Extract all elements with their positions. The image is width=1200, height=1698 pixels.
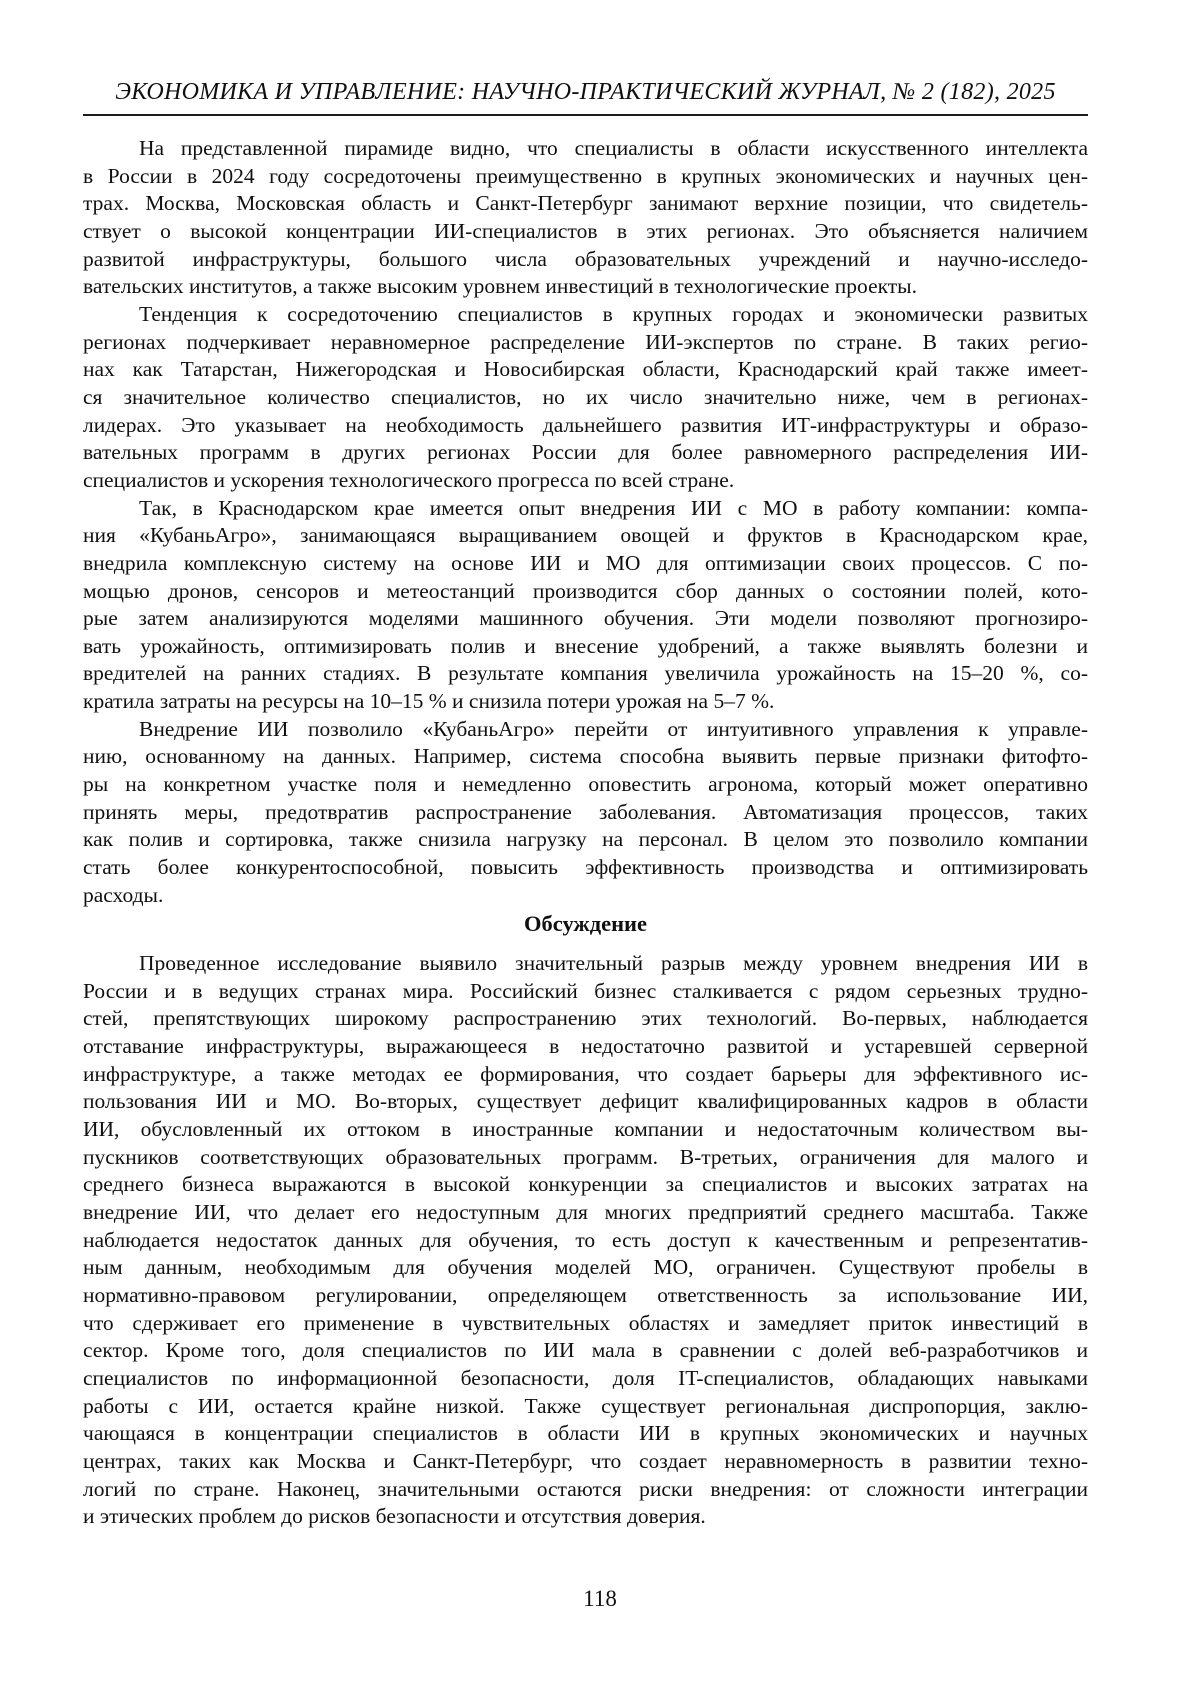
text-line: вательских институтов, а также высоким уровнем инвестиций в технологические проекты.	[83, 274, 917, 299]
text-line: регионах подчеркивает неравномерное распределение ИИ-экспертов по стране. В таких регио-	[83, 329, 1088, 354]
text-line: что сдерживает его применение в чувствительных областях и замедляет приток инвестиций в	[83, 1310, 1088, 1335]
document-body	[83, 135, 1088, 1531]
text-line: сектор. Кроме того, доля специалистов по ИИ мала в сравнении с долей веб-разработчиков и	[83, 1338, 1088, 1363]
text-line: Внедрение ИИ позволило «КубаньАгро» перейти от интуитивного управления к управле-	[139, 716, 1088, 741]
text-line: ры на конкретном участке поля и немедленно оповестить агронома, который может оперативно	[83, 772, 1088, 797]
text-line: ным данным, необходимым для обучения моделей МО, ограничен. Существуют пробелы в	[83, 1255, 1088, 1280]
text-line: работы с ИИ, остается крайне низкой. Также существует региональная диспропорция, заклю-	[83, 1393, 1088, 1418]
text-line: мощью дронов, сенсоров и метеостанций производится сбор данных о состоянии полей, кото-	[83, 578, 1088, 603]
text-line: наблюдается недостаток данных для обучения, то есть доступ к качественным и репрезентатив-	[83, 1227, 1088, 1252]
text-line: в России в 2024 году сосредоточены преимущественно в крупных экономических и научных цен-	[83, 163, 1088, 188]
text-line: среднего бизнеса выражаются в высокой конкуренции за специалистов и высоких затратах на	[83, 1172, 1088, 1197]
text-line: вательных программ в других регионах России для более равномерного распределения ИИ-	[83, 440, 1088, 465]
text-line: и этических проблем до рисков безопасности и отсутствия доверия.	[83, 1504, 706, 1529]
text-line: На представленной пирамиде видно, что специалисты в области искусственного интеллекта	[139, 136, 1088, 160]
text-line: кратила затраты на ресурсы на 10–15 % и снизила потери урожая на 5–7 %.	[83, 689, 775, 714]
text-line: нормативно-правовом регулировании, определяющем ответственность за использование ИИ,	[83, 1282, 1088, 1307]
text-line: специалистов и ускорения технологического прогресса по всей стране.	[83, 467, 735, 492]
text-line: ИИ, обусловленный их оттоком в иностранные компании и недостаточным количеством вы-	[83, 1116, 1088, 1141]
text-line: стей, препятствующих широкому распространению этих технологий. Во-первых, наблюдается	[83, 1006, 1088, 1031]
text-line: вредителей на ранних стадиях. В результате компания увеличила урожайность на 15–20 %, со-	[83, 661, 1088, 686]
text-line: инфраструктуре, а также методах ее формирования, что создает барьеры для эффективного ис-	[83, 1061, 1088, 1086]
text-line: логий по стране. Наконец, значительными остаются риски внедрения: от сложности интеграции	[83, 1476, 1088, 1501]
text-line: расходы.	[83, 882, 164, 907]
text-line: ся значительное количество специалистов, но их число значительно ниже, чем в регионах-	[83, 384, 1088, 409]
text-line: трах. Москва, Московская область и Санкт-Петербург занимают верхние позиции, что свидетель-	[83, 191, 1088, 216]
text-line: как полив и сортировка, также снизила нагрузку на персонал. В целом это позволило компании	[83, 827, 1088, 852]
text-line: вать урожайность, оптимизировать полив и внесение удобрений, а также выявлять болезни и	[83, 633, 1088, 658]
page-number: 118	[583, 1586, 617, 1611]
text-line: специалистов по информационной безопасности, доля IT-специалистов, обладающих навыками	[83, 1365, 1088, 1390]
text-line: Проведенное исследование выявило значительный разрыв между уровнем внедрения ИИ в	[139, 951, 1088, 976]
text-line: лидерах. Это указывает на необходимость дальнейшего развития ИТ-инфраструктуры и образо-	[83, 412, 1088, 437]
text-line: пускников соответствующих образовательных программ. В-третьих, ограничения для малого и	[83, 1144, 1088, 1169]
journal-header: ЭКОНОМИКА И УПРАВЛЕНИЕ: НАУЧНО-ПРАКТИЧЕСКИЙ ЖУРНАЛ, № 2 (182), 2025	[83, 78, 1088, 116]
text-line: принять меры, предотвратив распространение заболевания. Автоматизация процессов, таких	[83, 799, 1088, 824]
text-line: ния «КубаньАгро», занимающаяся выращиванием овощей и фруктов в Краснодарском крае,	[83, 523, 1088, 548]
text-line: центрах, таких как Москва и Санкт-Петербург, что создает неравномерность в развитии техно-	[83, 1448, 1088, 1473]
text-line: внедрила комплексную систему на основе ИИ и МО для оптимизации своих процессов. С по-	[83, 550, 1088, 575]
text-line: Тенденция к сосредоточению специалистов в крупных городах и экономически развитых	[139, 301, 1088, 326]
text-line: нах как Татарстан, Нижегородская и Новосибирская области, Краснодарский край также имеет-	[83, 357, 1088, 382]
text-line: ствует о высокой концентрации ИИ-специалистов в этих регионах. Это объясняется наличием	[83, 218, 1088, 243]
text-line: отставание инфраструктуры, выражающееся в недостаточно развитой и устаревшей серверной	[83, 1034, 1088, 1058]
text-line: Так, в Краснодарском крае имеется опыт внедрения ИИ с МО в работу компании: компа-	[139, 495, 1088, 520]
text-line: стать более конкурентоспособной, повысить эффективность производства и оптимизировать	[83, 855, 1088, 880]
text-line: пользования ИИ и МО. Во-вторых, существует дефицит квалифицированных кадров в области	[83, 1089, 1088, 1114]
section-heading: Обсуждение	[524, 911, 647, 937]
text-line: развитой инфраструктуры, большого числа образовательных учреждений и научно-исследо-	[83, 246, 1088, 271]
text-line: России и в ведущих странах мира. Российский бизнес сталкивается с рядом серьезных трудно-	[83, 978, 1088, 1003]
text-line: чающаяся в концентрации специалистов в области ИИ в крупных экономических и научных	[83, 1421, 1088, 1446]
text-line: нию, основанному на данных. Например, система способна выявить первые признаки фитофто-	[83, 744, 1088, 769]
text-line: рые затем анализируются моделями машинного обучения. Эти модели позволяют прогнозиро-	[83, 606, 1088, 631]
text-line: внедрение ИИ, что делает его недоступным для многих предприятий среднего масштаба. Также	[83, 1199, 1088, 1224]
